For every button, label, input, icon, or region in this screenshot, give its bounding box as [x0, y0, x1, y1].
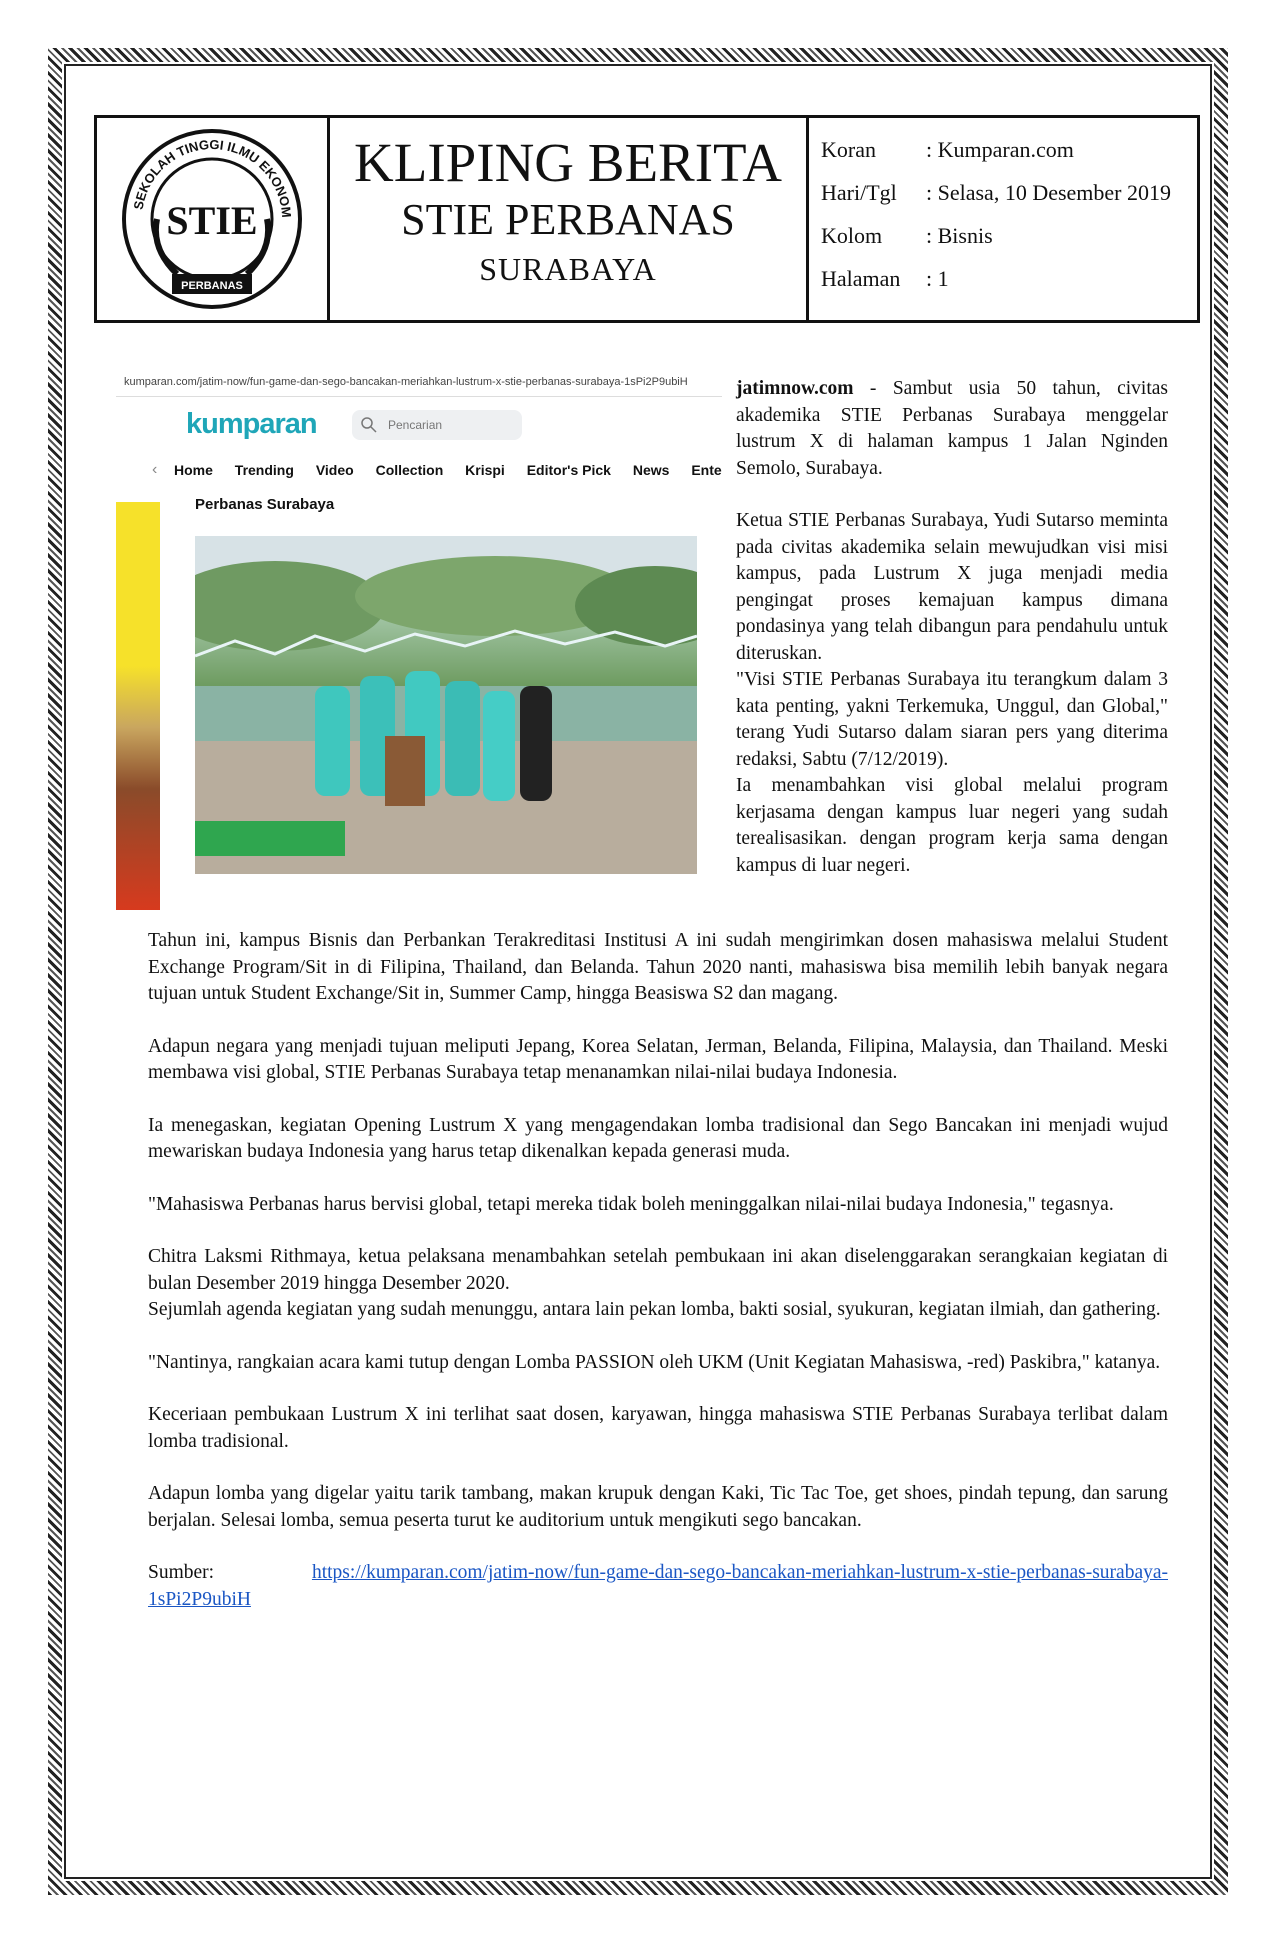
meta-value: : 1: [926, 265, 949, 291]
logo-ring-text: SEKOLAH TINGGI ILMU EKONOM: [130, 136, 295, 219]
meta-value: : Bisnis: [926, 222, 993, 248]
paragraph: Keceriaan pembukaan Lustrum X ini terlihat saat dosen, karyawan, hingga mahasiswa STIE Perbanas Surabaya terlibat dalam lomba tradisional.: [148, 1404, 1168, 1452]
lead-source: jatimnow.com: [736, 378, 854, 399]
nav-item-news: News: [632, 462, 670, 478]
meta-key: Hari/Tgl: [821, 179, 897, 205]
event-photo: [195, 536, 697, 874]
article-screenshot: [116, 366, 722, 910]
nav-item-home: Home: [174, 462, 213, 478]
institution-city: SURABAYA: [479, 251, 657, 287]
search-input: [352, 410, 522, 440]
meta-row-column: [821, 214, 1197, 257]
source-link[interactable]: https://kumparan.com/jatim-now/fun-game-dan-sego-bancakan-meriahkan-lustrum-x-stie-perbanas-surabaya-1sPi2P9ubiH: [148, 1562, 1168, 1610]
paragraph: Chitra Laksmi Rithmaya, ketua pelaksana menambahkan setelah pembukaan ini akan diselenggarakan serangkaian kegiatan di bulan Desember 2019 hingga Desember 2020.: [148, 1246, 1168, 1294]
nav-item-krispi: Krispi: [465, 462, 505, 478]
meta-value: : Kumparan.com: [926, 136, 1074, 162]
nav-item-trending: Trending: [234, 462, 294, 478]
paragraph: Ketua STIE Perbanas Surabaya, Yudi Sutarso meminta pada civitas akademika selain mewujudkan visi misi kampus, pada Lustrum X juga menjadi media pengingat proses kemajuan kampus dimana pondasinya yang telah dibangun para pendahulu untuk diteruskan.: [736, 510, 1168, 664]
paragraph: "Mahasiswa Perbanas harus bervisi global, tetapi mereka tidak boleh meninggalkan nilai-nilai budaya Indonesia," tegasnya.: [148, 1193, 1114, 1215]
logo-bottom-text: PERBANAS: [181, 280, 243, 292]
paragraph: "Nantinya, rangkaian acara kami tutup dengan Lomba PASSION oleh UKM (Unit Kegiatan Mahasiswa, -red) Paskibra," katanya.: [148, 1351, 1161, 1373]
metadata-block: [809, 118, 1197, 320]
institution-name: STIE PERBANAS: [401, 195, 735, 244]
lead-paragraph: [736, 376, 1168, 482]
source-label: Sumber:: [148, 1562, 215, 1583]
chevron-left-icon: ‹: [152, 461, 158, 478]
meta-key: Halaman: [821, 265, 901, 291]
meta-key: Koran: [821, 136, 876, 162]
nav-item-entertainment: Ente: [691, 462, 722, 478]
nav-item-collection: Collection: [375, 462, 444, 478]
meta-row-date: [821, 171, 1197, 214]
search-icon: [358, 414, 380, 436]
meta-row-page: [821, 257, 1197, 300]
stie-logo-icon: [117, 124, 307, 314]
paragraph: Adapun lomba yang digelar yaitu tarik tambang, makan krupuk dengan Kaki, Tic Tac Toe, get shoes, pindah tepung, dan sarung berjalan. Selesai lomba, semua peserta turut ke auditorium untuk mengikuti sego bancakan.: [148, 1483, 1168, 1531]
nav-item-editors-pick: Editor's Pick: [526, 462, 611, 478]
paragraph: Tahun ini, kampus Bisnis dan Perbankan Terakreditasi Institusi A ini sudah mengirimkan dosen mahasiswa melalui Student Exchange Program/Sit in di Filipina, Thailand, dan Belanda. Tahun 2020 nanti, mahasiswa bisa memilih lebih banyak negara tujuan untuk Student Exchange/Sit in, Summer Camp, hingga Beasiswa S2 dan magang.: [148, 930, 1168, 1004]
meta-value: : Selasa, 10 Desember 2019: [926, 179, 1171, 205]
paragraph: Sejumlah agenda kegiatan yang sudah menunggu, antara lain pekan lomba, bakti sosial, syukuran, kegiatan ilmiah, dan gathering.: [148, 1299, 1161, 1320]
event-photo-image: [195, 536, 697, 874]
paragraph: "Visi STIE Perbanas Surabaya itu terangkum dalam 3 kata penting, yakni Terkemuka, Unggul, dan Global," terang Yudi Sutarso dalam siaran pers yang diterima redaksi, Sabtu (7/12/2019).: [736, 669, 1168, 770]
clipping-header: [94, 115, 1200, 323]
paragraph: Ia menambahkan visi global melalui program kerjasama dengan kampus luar negeri yang sudah terealisasikan. dengan program kerja sama dengan kampus di luar negeri.: [736, 775, 1168, 876]
stie-logo: [97, 118, 330, 320]
nav-bar: [174, 462, 722, 478]
paragraph: Ia menegaskan, kegiatan Opening Lustrum X yang mengagendakan lomba tradisional dan Sego Bancakan ini menjadi wujud mewariskan budaya Indonesia yang harus tetap dikenalkan kepada generasi muda.: [148, 1114, 1168, 1162]
divider: [116, 396, 722, 397]
nav-item-video: Video: [315, 462, 354, 478]
clipping-title: KLIPING BERITA: [354, 132, 782, 193]
article-column-right: [736, 376, 1168, 879]
article-body: [148, 928, 1168, 1613]
kumparan-logo: kumparan: [186, 408, 317, 440]
meta-row-koran: [821, 128, 1197, 171]
title-block: [330, 118, 809, 320]
paragraph: Adapun negara yang menjadi tujuan meliputi Jepang, Korea Selatan, Jerman, Belanda, Filipina, Malaysia, dan Thailand. Meski membawa visi global, STIE Perbanas Surabaya tetap menanamkan nilai-nilai budaya Indonesia.: [148, 1035, 1168, 1083]
source-line: [148, 1560, 1168, 1613]
sidebar-ad-image: [116, 502, 160, 910]
search-placeholder: Pencarian: [388, 418, 443, 432]
section-title: Perbanas Surabaya: [195, 496, 335, 513]
meta-key: Kolom: [821, 222, 883, 248]
url-bar: kumparan.com/jatim-now/fun-game-dan-sego-bancakan-meriahkan-lustrum-x-stie-perbanas-surabaya-1sPi2P9ubiH: [124, 376, 688, 388]
logo-mark: STIE: [166, 198, 258, 243]
lead-text: - Sambut usia 50 tahun, civitas akademika STIE Perbanas Surabaya menggelar lustrum X di halaman kampus 1 Jalan Nginden Semolo, Surabaya.: [736, 378, 1168, 479]
